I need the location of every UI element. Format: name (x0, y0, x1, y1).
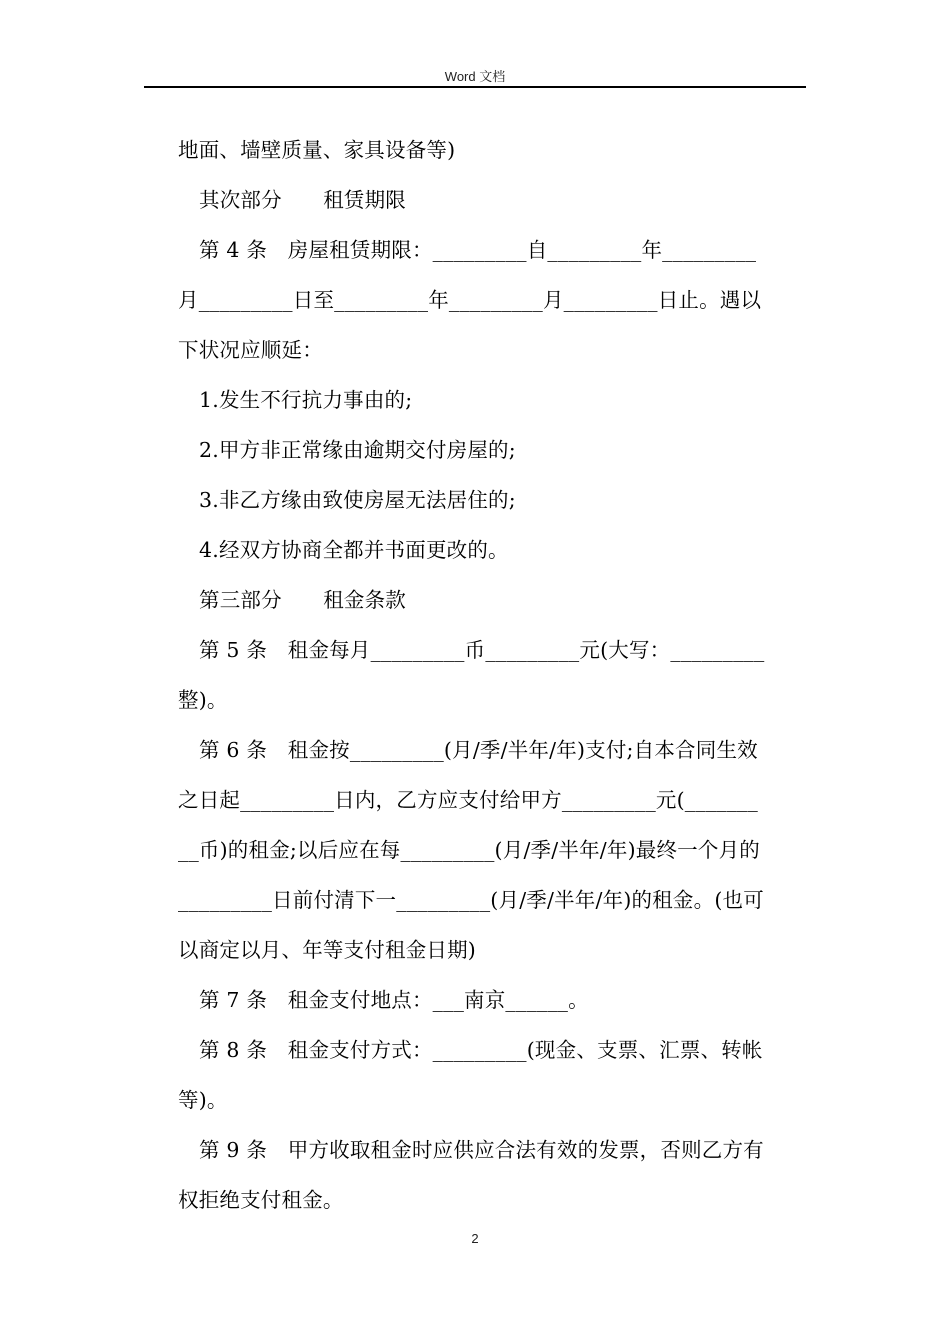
page-number: 2 (471, 1231, 479, 1246)
list-item: 1.发生不行抗力事由的; (199, 388, 413, 412)
article-9: 第 9 条 甲方收取租金时应供应合法有效的发票，否则乙方有 (199, 1138, 764, 1162)
list-item: 4.经双方协商全都并书面更改的。 (199, 538, 509, 562)
article-8: 第 8 条 租金支付方式：_________(现金、支票、汇票、转帐 (199, 1038, 763, 1062)
article-7: 第 7 条 租金支付地点：___南京______。 (199, 988, 589, 1012)
text-line: _________日前付清下一_________(月/季/半年/年)的租金。(也可 (178, 888, 764, 912)
text-line: 权拒绝支付租金。 (178, 1188, 344, 1212)
article-4: 第 4 条 房屋租赁期限：_________自_________年_________ (199, 238, 757, 262)
text-line: 以商定以月、年等支付租金日期) (178, 938, 476, 962)
text-line: 地面、墙壁质量、家具设备等) (178, 138, 456, 162)
header-rule (144, 86, 806, 88)
section-heading: 其次部分 租赁期限 (199, 188, 406, 212)
text-line: 等)。 (178, 1088, 228, 1112)
text-line: __币)的租金;以后应在每_________(月/季/半年/年)最终一个月的 (178, 838, 760, 862)
list-item: 3.非乙方缘由致使房屋无法居住的; (199, 488, 516, 512)
article-6: 第 6 条 租金按_________(月/季/半年/年)支付;自本合同生效 (199, 738, 758, 762)
text-line: 之日起_________日内，乙方应支付给甲方_________元(_______ (178, 788, 758, 812)
text-line: 月_________日至_________年_________月_________日止。遇以 (178, 288, 762, 312)
section-heading: 第三部分 租金条款 (199, 588, 406, 612)
article-5: 第 5 条 租金每月_________币_________元(大写：_________ (199, 638, 765, 662)
list-item: 2.甲方非正常缘由逾期交付房屋的; (199, 438, 516, 462)
document-header: Word 文档 (444, 69, 506, 84)
text-line: 下状况应顺延： (178, 338, 323, 362)
text-line: 整)。 (178, 688, 228, 712)
